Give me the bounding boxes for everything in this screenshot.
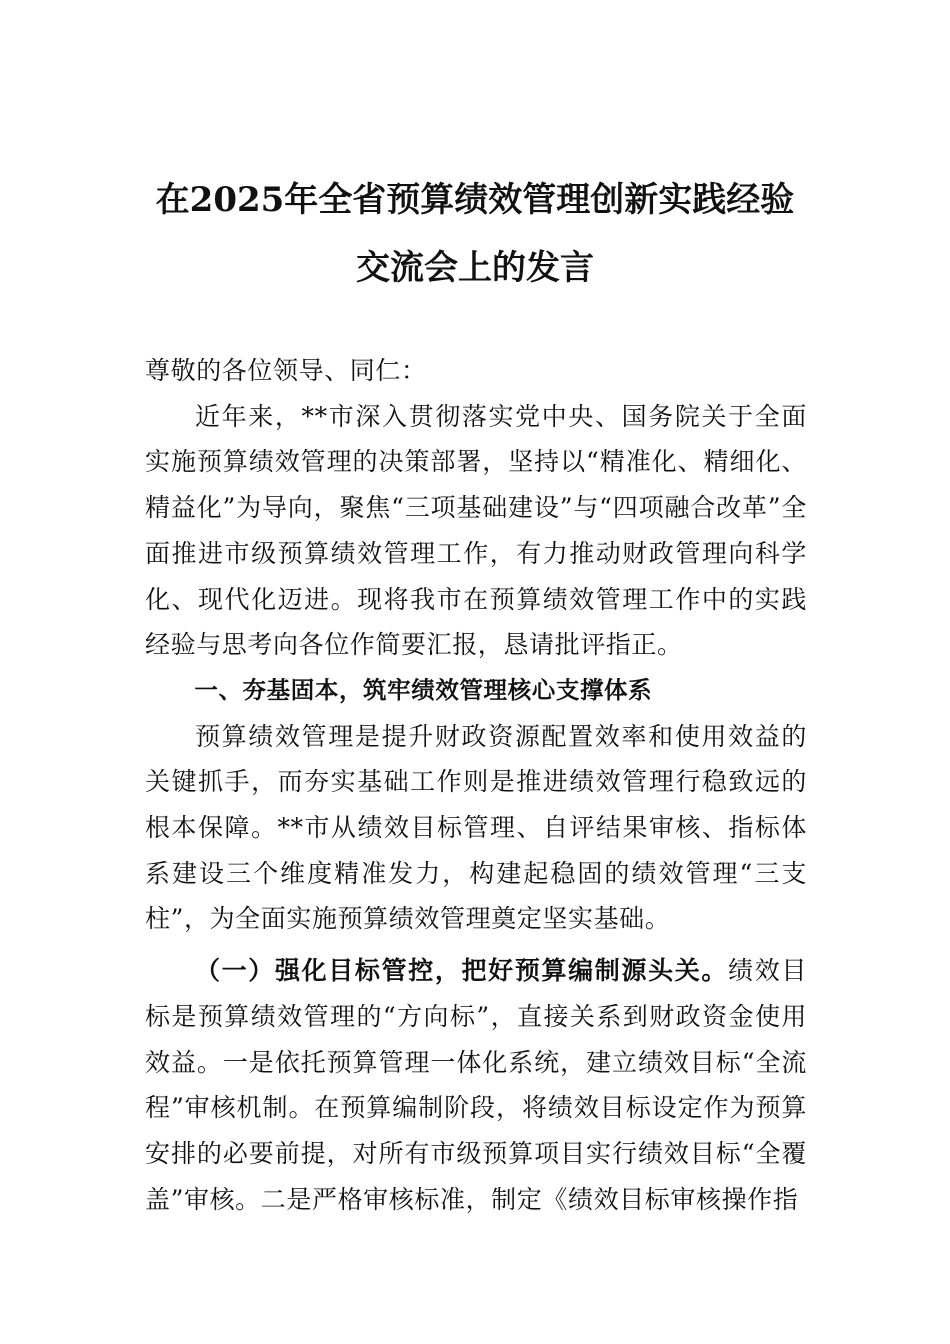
document-body — [145, 348, 807, 1222]
paragraph-intro: 近年来，**市深入贯彻落实党中央、国务院关于全面实施预算绩效管理的决策部署，坚持以“精准化、精细化、精益化”为导向，聚焦“三项基础建设”与“四项融合改革”全面推进市级预算绩效管理工作，有力推动财政管理向科学化、现代化迈进。现将我市在预算绩效管理工作中的实践经验与思考向各位作简要汇报，恳请批评指正。 — [145, 401, 807, 660]
paragraph-subsection-1 — [145, 948, 807, 1222]
subsection-heading-1: （一）强化目标管控，把好预算编制源头关。 — [195, 956, 729, 986]
section-heading-1: 一、夯基固本，筑牢绩效管理核心支撑体系 — [194, 675, 653, 704]
salutation: 尊敬的各位领导、同仁： — [145, 356, 427, 385]
subsection-body-1: 绩效目标是预算绩效管理的“方向标”，直接关系到财政资金使用效益。一是依托预算管理一体化系统，建立绩效目标“全流程”审核机制。在预算编制阶段，将绩效目标设定作为预算安排的必要前提，对所有市级预算项目实行绩效目标“全覆盖”审核。二是严格审核标准，制定《绩效目标审核操作指 — [145, 956, 807, 1214]
document-title-line-2: 交流会上的发言 — [356, 248, 594, 288]
document-title-line-1: 在2025年全省预算绩效管理创新实践经验 — [155, 180, 795, 220]
paragraph-section-1: 预算绩效管理是提升财政资源配置效率和使用效益的关键抓手，而夯实基础工作则是推进绩效管理行稳致远的根本保障。**市从绩效目标管理、自评结果审核、指标体系建设三个维度精准发力，构建起稳固的绩效管理“三支柱”，为全面实施预算绩效管理奠定坚实基础。 — [145, 721, 807, 934]
